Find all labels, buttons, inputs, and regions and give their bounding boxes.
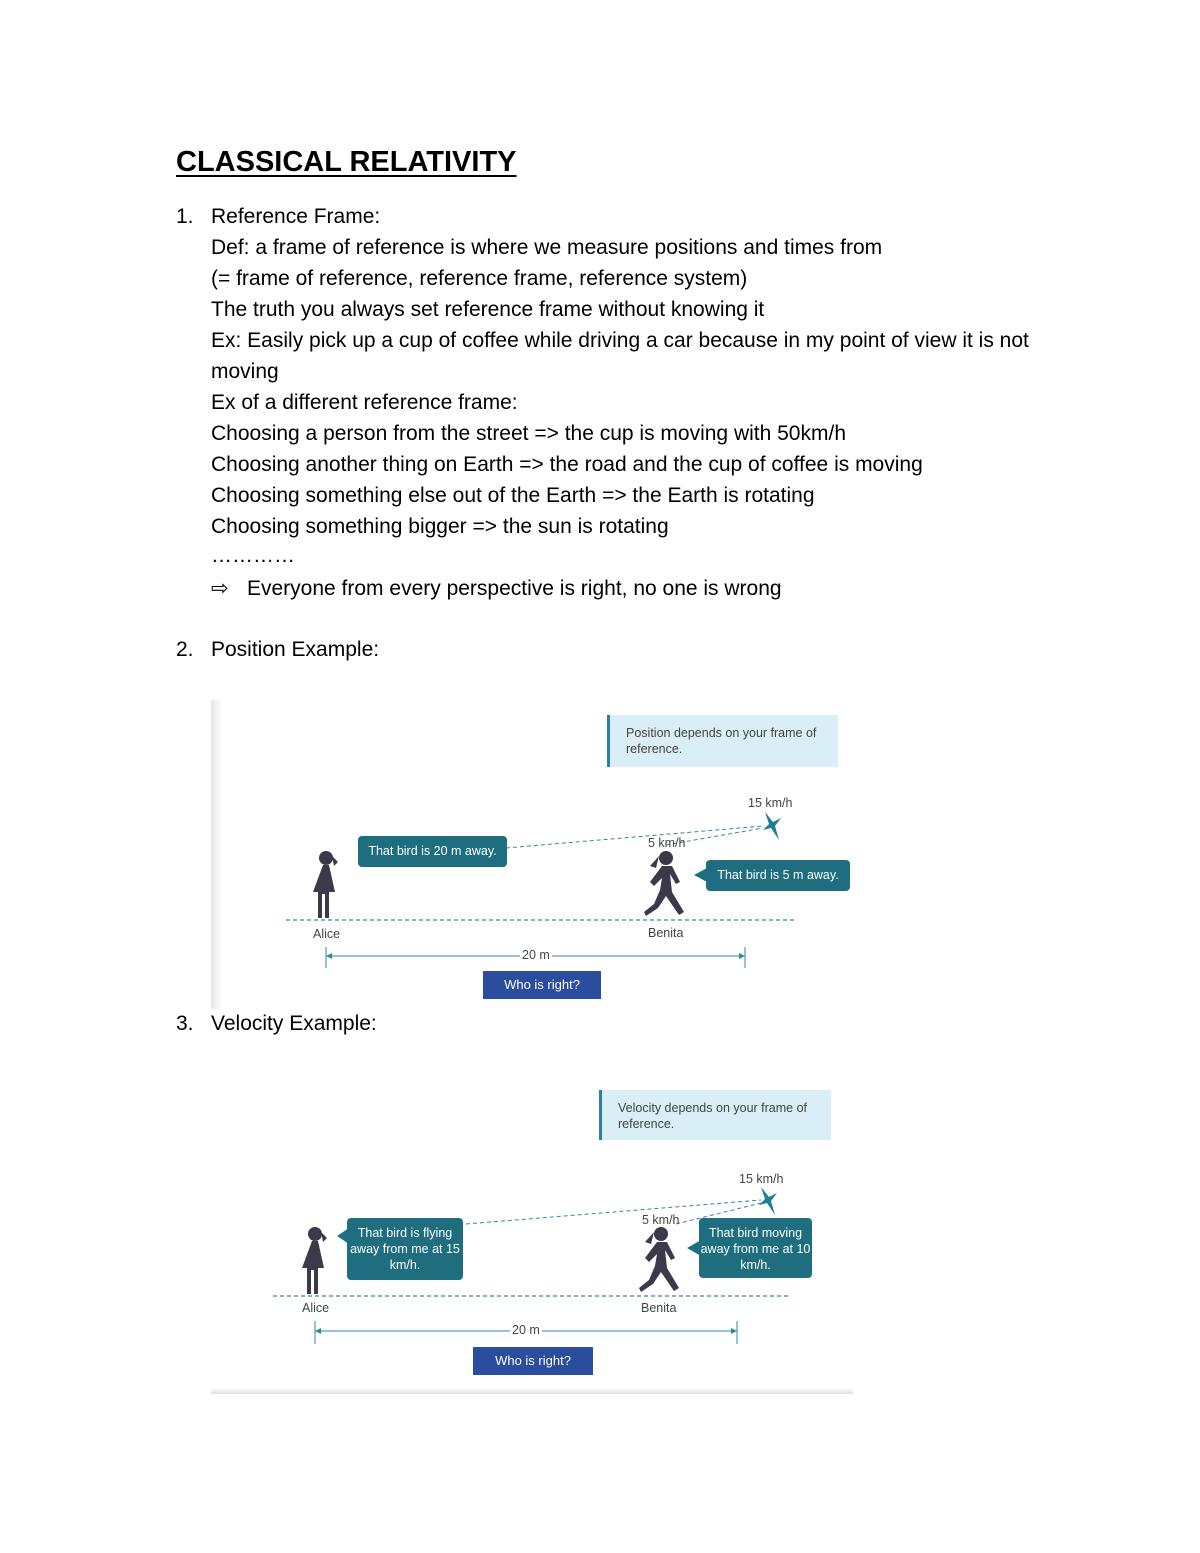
document-title: CLASSICAL RELATIVITY <box>176 146 517 178</box>
body-line: Choosing something bigger => the sun is rotating <box>211 515 669 538</box>
alice-figure-icon <box>313 851 338 918</box>
who-is-right-button: Who is right? <box>473 1347 593 1375</box>
alice-speech-bubble: That bird is flying away from me at 15 km/h. <box>347 1218 463 1280</box>
section-2-heading <box>176 638 379 662</box>
body-line: Choosing something else out of the Earth => the Earth is rotating <box>211 484 815 507</box>
section-3-heading <box>176 1012 377 1036</box>
benita-label: Benita <box>648 926 684 940</box>
benita-figure-icon <box>639 1227 679 1292</box>
position-diagram-graphics <box>211 700 861 1009</box>
body-line: moving <box>211 360 279 383</box>
section-heading-text: Reference Frame: <box>211 205 381 228</box>
body-line: Ex of a different reference frame: <box>211 391 518 414</box>
body-line: Choosing a person from the street => the cup is moving with 50km/h <box>211 422 846 445</box>
figure-note: Velocity depends on your frame of reference. <box>599 1090 831 1140</box>
velocity-example-figure <box>211 1078 853 1394</box>
arrow-right-icon: ⇨ <box>211 577 229 600</box>
benita-label: Benita <box>641 1301 677 1315</box>
body-line: Choosing another thing on Earth => the road and the cup of coffee is moving <box>211 453 923 476</box>
section-number: 2. <box>176 638 194 661</box>
distance-label: 20 m <box>522 948 550 962</box>
section-heading-text: Velocity Example: <box>211 1012 377 1035</box>
conclusion-line <box>211 576 782 601</box>
figure-note: Position depends on your frame of reference. <box>607 715 838 767</box>
bird-icon <box>763 812 781 840</box>
alice-label: Alice <box>313 927 341 941</box>
section-number: 1. <box>176 205 194 228</box>
benita-speech-bubble: That bird is 5 m away. <box>706 860 850 891</box>
section-number: 3. <box>176 1012 194 1035</box>
conclusion-text: Everyone from every perspective is right, no one is wrong <box>247 577 782 600</box>
bird-speed-label: 15 km/h <box>748 796 793 810</box>
ellipsis-line: ………… <box>211 544 295 567</box>
body-line: The truth you always set reference frame without knowing it <box>211 298 765 321</box>
section-1-heading <box>176 205 380 229</box>
alice-figure-icon <box>302 1227 327 1294</box>
alice-sight-line <box>506 826 763 848</box>
bird-icon <box>759 1187 777 1215</box>
body-line: (= frame of reference, reference frame, reference system) <box>211 267 748 290</box>
alice-label: Alice <box>302 1301 330 1315</box>
section-heading-text: Position Example: <box>211 638 380 661</box>
who-is-right-button: Who is right? <box>483 971 601 999</box>
body-line: Def: a frame of reference is where we measure positions and times from <box>211 236 883 259</box>
benita-speed-label: 5 km/h <box>648 836 686 850</box>
benita-speech-bubble: That bird moving away from me at 10 km/h. <box>699 1218 812 1278</box>
bird-speed-label: 15 km/h <box>739 1172 784 1186</box>
benita-speed-label: 5 km/h <box>642 1213 680 1227</box>
body-line: Ex: Easily pick up a cup of coffee while driving a car because in my point of view it is not <box>211 329 1029 352</box>
alice-speech-bubble: That bird is 20 m away. <box>358 836 507 867</box>
position-example-figure <box>211 700 861 1009</box>
distance-label: 20 m <box>512 1323 540 1337</box>
benita-figure-icon <box>644 851 684 916</box>
